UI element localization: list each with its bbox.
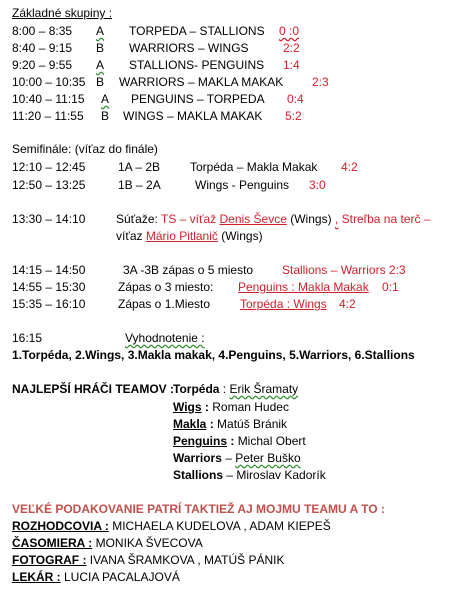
- contest-shoot-winner: Mário Pitlanič: [145, 229, 218, 243]
- thanks-names: MICHAELA KUDELOVA , ADAM KIEPEŠ: [108, 519, 331, 533]
- contest-ts-label: TS – víťaž: [160, 212, 217, 226]
- match-group: A: [96, 24, 105, 38]
- match-teams: STALLIONS- PENGUINS: [129, 58, 265, 72]
- match-teams: TORPEDA – STALLIONS: [129, 24, 265, 38]
- match-group: A: [96, 58, 105, 72]
- contest-separator: ,: [334, 212, 339, 226]
- match-result: Stallions – Warriors 2:3: [282, 263, 406, 277]
- best-player-row: [173, 417, 287, 432]
- match-teams: WINGS – MAKLA MAKAK: [123, 109, 263, 123]
- match-score: 1:4: [283, 58, 300, 72]
- thanks-role: FOTOGRAF :: [12, 553, 87, 567]
- player-separator: :: [201, 400, 213, 414]
- player-name: Michal Obert: [237, 434, 306, 448]
- player-name: Peter Buško: [235, 451, 301, 465]
- contest-ts-team: (Wings): [290, 212, 332, 226]
- player-team: Makla: [173, 417, 207, 431]
- contest-time: 13:30 – 14:10: [12, 212, 86, 226]
- thanks-names: IVANA ŠRAMKOVA , MATÚŠ PÁNIK: [86, 553, 285, 567]
- match-score: 0 :0: [279, 24, 300, 38]
- match-label: Zápas o 3 miesto:: [118, 280, 214, 294]
- contest-shoot-label: Streľba na terč –: [341, 212, 431, 226]
- match-teams: Torpéda – Makla Makak: [190, 160, 318, 174]
- group-stage-title: Základné skupiny :: [12, 6, 113, 20]
- match-time: 12:10 – 12:45: [12, 160, 86, 174]
- match-score: 3:0: [309, 178, 326, 192]
- player-name: Erik Šramaty: [229, 382, 299, 396]
- contest-line-2: [116, 229, 263, 244]
- match-group: B: [96, 75, 105, 89]
- player-separator: –: [221, 451, 236, 465]
- match-score: 0:4: [287, 92, 304, 106]
- match-time: 11:20 – 11:55: [12, 109, 84, 123]
- player-team: Wigs: [173, 400, 202, 414]
- thanks-title: VEĽKÉ PODAKOVANIE PATRÍ TAKTIEŽ AJ MOJMU TEAMU A TO :: [12, 502, 385, 516]
- thanks-row: [12, 553, 284, 568]
- match-score: 4:2: [341, 160, 358, 174]
- match-result: Torpéda : Wings: [240, 297, 327, 311]
- thanks-names: LUCIA PACALAJOVÁ: [60, 570, 180, 584]
- player-separator: :: [227, 434, 238, 448]
- best-player-row: [173, 382, 298, 397]
- contest-prefix: Súťaže:: [116, 212, 158, 226]
- semifinal-title: Semifinále: (víťaz do finále): [12, 142, 158, 156]
- match-time: 15:35 – 16:10: [12, 297, 86, 311]
- player-separator: –: [223, 468, 237, 482]
- match-group: B: [101, 109, 110, 123]
- best-player-row: [173, 451, 301, 466]
- player-team: Penguins: [173, 434, 228, 448]
- match-group: B: [96, 41, 105, 55]
- best-player-row: [173, 400, 289, 415]
- contest-line-1: [116, 212, 431, 227]
- final-ranking: 1.Torpéda, 2.Wings, 3.Makla makak, 4.Penguins, 5.Warriors, 6.Stallions: [12, 348, 415, 362]
- match-pairing: 1B – 2A: [118, 178, 161, 192]
- match-time: 14:55 – 15:30: [12, 280, 86, 294]
- match-score: 2:3: [312, 75, 329, 89]
- contest-ts-winner: Denis Ševce: [219, 212, 287, 226]
- match-score: 4:2: [339, 297, 356, 311]
- match-group: A: [101, 92, 110, 106]
- thanks-role: ROZHODCOVIA :: [12, 519, 109, 533]
- match-teams: WARRIORS – WINGS: [129, 41, 249, 55]
- player-separator: :: [206, 417, 218, 431]
- best-player-row: [173, 468, 326, 483]
- match-teams: Wings - Penguins: [195, 178, 290, 192]
- player-separator: :: [219, 382, 230, 396]
- thanks-role: LEKÁR :: [12, 570, 61, 584]
- match-result: Penguins : Makla Makak: [238, 280, 369, 294]
- player-name: Matúš Bránik: [217, 417, 288, 431]
- player-team: Warriors: [173, 451, 222, 465]
- match-label: Zápas o 1.Miesto: [118, 297, 211, 311]
- player-name: Roman Hudec: [212, 400, 289, 414]
- match-score: 0:1: [382, 280, 399, 294]
- best-player-row: [173, 434, 306, 449]
- player-team: Torpéda: [173, 382, 220, 396]
- match-label: 3A -3B zápas o 5 miesto: [123, 263, 254, 277]
- thanks-row: [12, 519, 331, 534]
- match-score: 2:2: [283, 41, 300, 55]
- match-pairing: 1A – 2B: [118, 160, 161, 174]
- match-teams: PENGUINS – TORPEDA: [131, 92, 265, 106]
- match-time: 14:15 – 14:50: [12, 263, 86, 277]
- match-time: 9:20 – 9:55: [12, 58, 73, 72]
- thanks-names: MONIKA ŠVECOVA: [92, 536, 203, 550]
- thanks-row: [12, 570, 180, 585]
- player-name: Miroslav Kadorík: [236, 468, 326, 482]
- match-time: 8:40 – 9:15: [12, 41, 73, 55]
- evaluation-time: 16:15: [12, 331, 43, 345]
- thanks-row: [12, 536, 203, 551]
- thanks-role: ČASOMIERA :: [12, 536, 93, 550]
- match-time: 12:50 – 13:25: [12, 178, 86, 192]
- evaluation-label: Vyhodnotenie :: [125, 331, 205, 345]
- match-time: 10:40 – 11:15: [12, 92, 85, 106]
- player-team: Stallions: [173, 468, 224, 482]
- best-players-title: NAJLEPŠÍ HRÁČI TEAMOV :: [12, 382, 175, 396]
- contest-winner-prefix: víťaz: [116, 229, 143, 243]
- match-teams: WARRIORS – MAKLA MAKAK: [119, 75, 284, 89]
- match-time: 8:00 – 8:35: [12, 24, 73, 38]
- match-score: 5:2: [285, 109, 302, 123]
- match-time: 10:00 – 10:35: [12, 75, 86, 89]
- contest-shoot-team: (Wings): [221, 229, 263, 243]
